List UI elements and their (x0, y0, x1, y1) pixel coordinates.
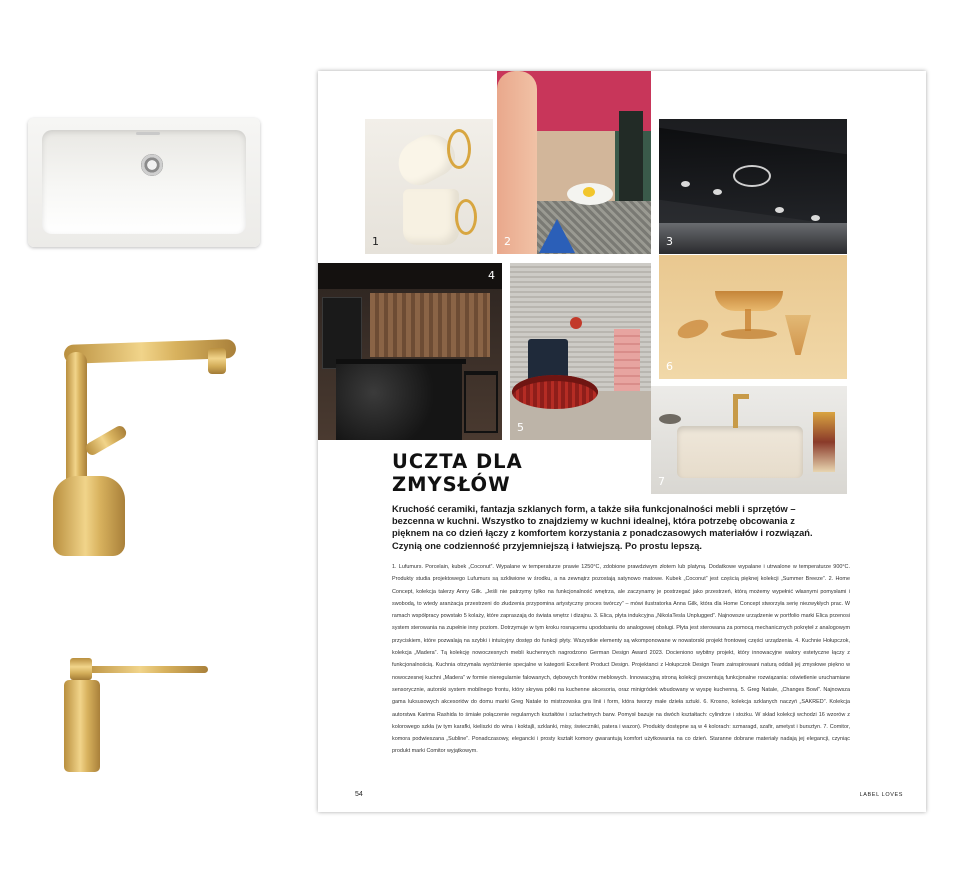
hob-knob (775, 207, 784, 213)
photo-number: 1 (372, 235, 379, 248)
magazine-page (318, 71, 926, 812)
kitchen-island-top (336, 359, 466, 364)
collage-egg-yolk (583, 187, 595, 197)
photo-5-interior-bowl (510, 263, 651, 440)
hob-knob (681, 181, 690, 187)
hob-knob (713, 189, 722, 195)
hob-worktop (659, 223, 847, 254)
photo-number: 6 (666, 360, 673, 373)
article-title-line-2: ZMYSŁÓW (392, 473, 511, 496)
article-title (392, 450, 592, 496)
amber-cone-glass (785, 315, 811, 355)
sink-drain-icon (141, 154, 163, 176)
collage-door (497, 71, 537, 254)
photo-1-mugs (365, 119, 493, 254)
gold-soap-dispenser-image (64, 654, 209, 772)
sink-overflow (136, 132, 160, 135)
gold-faucet-image (48, 338, 240, 556)
faucet-handle (84, 424, 129, 457)
photo-4-dark-kitchen (318, 263, 502, 440)
interior-red-ball (570, 317, 582, 329)
kitchen-wood-panels (370, 293, 490, 357)
mug-top-handle (447, 129, 471, 169)
photo-number: 2 (504, 235, 511, 248)
hob-zone-ring (733, 165, 771, 187)
collage-blue-shape (539, 219, 575, 253)
dispenser-cap (70, 658, 92, 680)
granite-sink-image (28, 118, 260, 247)
collage-dark-panel (619, 111, 643, 201)
amber-bowl-stem (745, 309, 751, 331)
mug-bottom-handle (455, 199, 477, 235)
subline-faucet-spout (733, 394, 749, 399)
photo-number: 4 (488, 269, 495, 282)
sink-basin (42, 130, 246, 234)
amber-bowl (715, 291, 783, 311)
article-lead: Kruchość ceramiki, fantazja szklanych form, a także siła funkcjonalności mebli i sprzętów – bezcenna w kuchni. Wszystko to znajdziemy w kuchni idealnej, która potrzebę obcowania z pięknem na co dzień łączy z komfortem korzystania z ponadczasowych materiałów i rozwiązań. Czynią one codzienność przyjemniejszą i łatwiejszą. Po prostu lepszą. (392, 504, 813, 551)
photo-number: 7 (658, 475, 665, 488)
section-label: LABEL LOVES (859, 792, 903, 798)
kitchen-ceiling (318, 263, 502, 289)
article-title-line-1: UCZTA DLA (392, 450, 523, 473)
amber-bowl-base (721, 329, 777, 339)
interior-pink-column (614, 329, 640, 391)
hob-knob (811, 215, 820, 221)
photo-7-subline-sink (651, 386, 847, 494)
changes-bowl (512, 375, 598, 409)
page-number: 54 (355, 791, 363, 798)
faucet-base (53, 476, 125, 556)
subline-sink-basin (677, 426, 803, 478)
amber-glass-lying (675, 316, 711, 342)
dispenser-body (64, 680, 100, 772)
article-body: 1. Lufumurs. Porcelain, kubek „Coconut”. Wypalane w temperaturze prawie 1250°C, zdobione prawdziwym złotem lub platyną. Dodatkowe wypalane i utrwalone w temperaturze 900°C. Produkty studia projektowego Lufumurs są szkliwione w środku, a na zewnątrz pozostają satynowo matowe. Kubek „Coconut” jest częścią pięknej kolekcji „Summer Breeze”. 2. Home Concept, kolekcja talerzy Anny Gilk. „Jeśli nie patrzymy tylko na funkcjonalność wnętrza, ale zaczynamy je postrzegać jako przestrzeń, którą możemy wypełnić własnymi pomysłami i swobodą, to wtedy aranżacja przestrzeni do złudzenia przypomina artystyczny proces twórczy” – mówi ilustratorka Anna Gilk, która dla Home Concept stworzyła serię niezwykłych prac. W ramach współpracy powstało 5 kolaży, które zapraszają do świata wnętrz i dizajnu. 3. Elica, płyta indukcyjna „NikolaTesla Unplugged”. Najnowsze urządzenie w portfolio marki Elica przenosi system sterowania na zupełnie inny poziom. Dotrzymuje w tym kroku rosnącemu upodobaniu do analogowej obsługi. Płyta jest sterowana za pomocą mechanicznych pokręteł z analogowym przyciskiem, które pozwalają na szybki i intuicyjny dostęp do funkcji płyty. Wszystkie elementy są wkomponowane w nowatorski projekt frontowej części urządzenia. 4. Kuchnie Hołupczok, kolekcja „Madera”. Tą kolekcję nowoczesnych mebli kuchennych nagrodzono German Design Award 2023. Docieniono wybitny projekt, który innowacyjne walory estetyczne łączy z funkcjonalnością. Kuchnia otrzymała wyróżnienie specjalne w kategorii Excellent Product Design. Projektanci z Hołupczok Design Team zainspirowani naturą oddali jej zmysłowe piękno w nowoczesnej kuchni „Madera” w formie nieregularnie falowanych, dębowych frontów meblowych. Innowacyjną stroną kolekcji prezentują funkcjonalne rozwiązania: oświetlenie uruchamiane sensorycznie, autorski system mobilnego frontu, który skrywa półki na kuchenne akcesoria, oraz minigródek wbudowany w wyspę kuchenną. 5. Greg Natale, „Changes Bowl”. Najnowsza gama luksusowych akcesoriów do domu marki Greg Natale to mistrzowska gra linii i form, która tworzy małe dzieła sztuki. 6. Krosno, kolekcja szklanych naczyń „SAKRED”. Kolekcja autorstwa Karima Rashida to śmiałe połączenie regularnych kształtów i szlachetnych barw. Pomysł bazuje na dwóch kształtach: cylindrze i stożku. W skład kolekcji wchodzi 16 wzorów z kolorowego szkła (w tym karafki, kieliszki do wina i koktajli, szklanki, misy, świeczniki, patera i wazon). Produkty dostępne są w 4 kolorach: szmaragd, szafir, ametyst i bursztyn. 7. Comitor, komora podwieszana „Subline”. Ponadczasowy, elegancki i prosty kształt komory gwarantują komfort użytkowania na co dzień. Staranne dobrane materiały nadają jej elegancji, czyniąc produkt marki Comitor wyjątkowym. (392, 564, 850, 755)
photo-number: 3 (666, 235, 673, 248)
photo-number: 5 (517, 421, 524, 434)
dispenser-nozzle (84, 666, 208, 673)
kitchen-marble-island (336, 361, 462, 440)
subline-faucet (733, 394, 738, 428)
subline-bowl-of-olives (659, 414, 681, 424)
photo-2-collage (497, 71, 651, 254)
subline-cutlery (813, 412, 835, 472)
photo-3-induction-hob (659, 119, 847, 254)
photo-6-amber-glassware (659, 255, 847, 379)
kitchen-stool (464, 371, 498, 433)
faucet-spout-head (208, 348, 226, 374)
mug-bottom (403, 189, 459, 245)
